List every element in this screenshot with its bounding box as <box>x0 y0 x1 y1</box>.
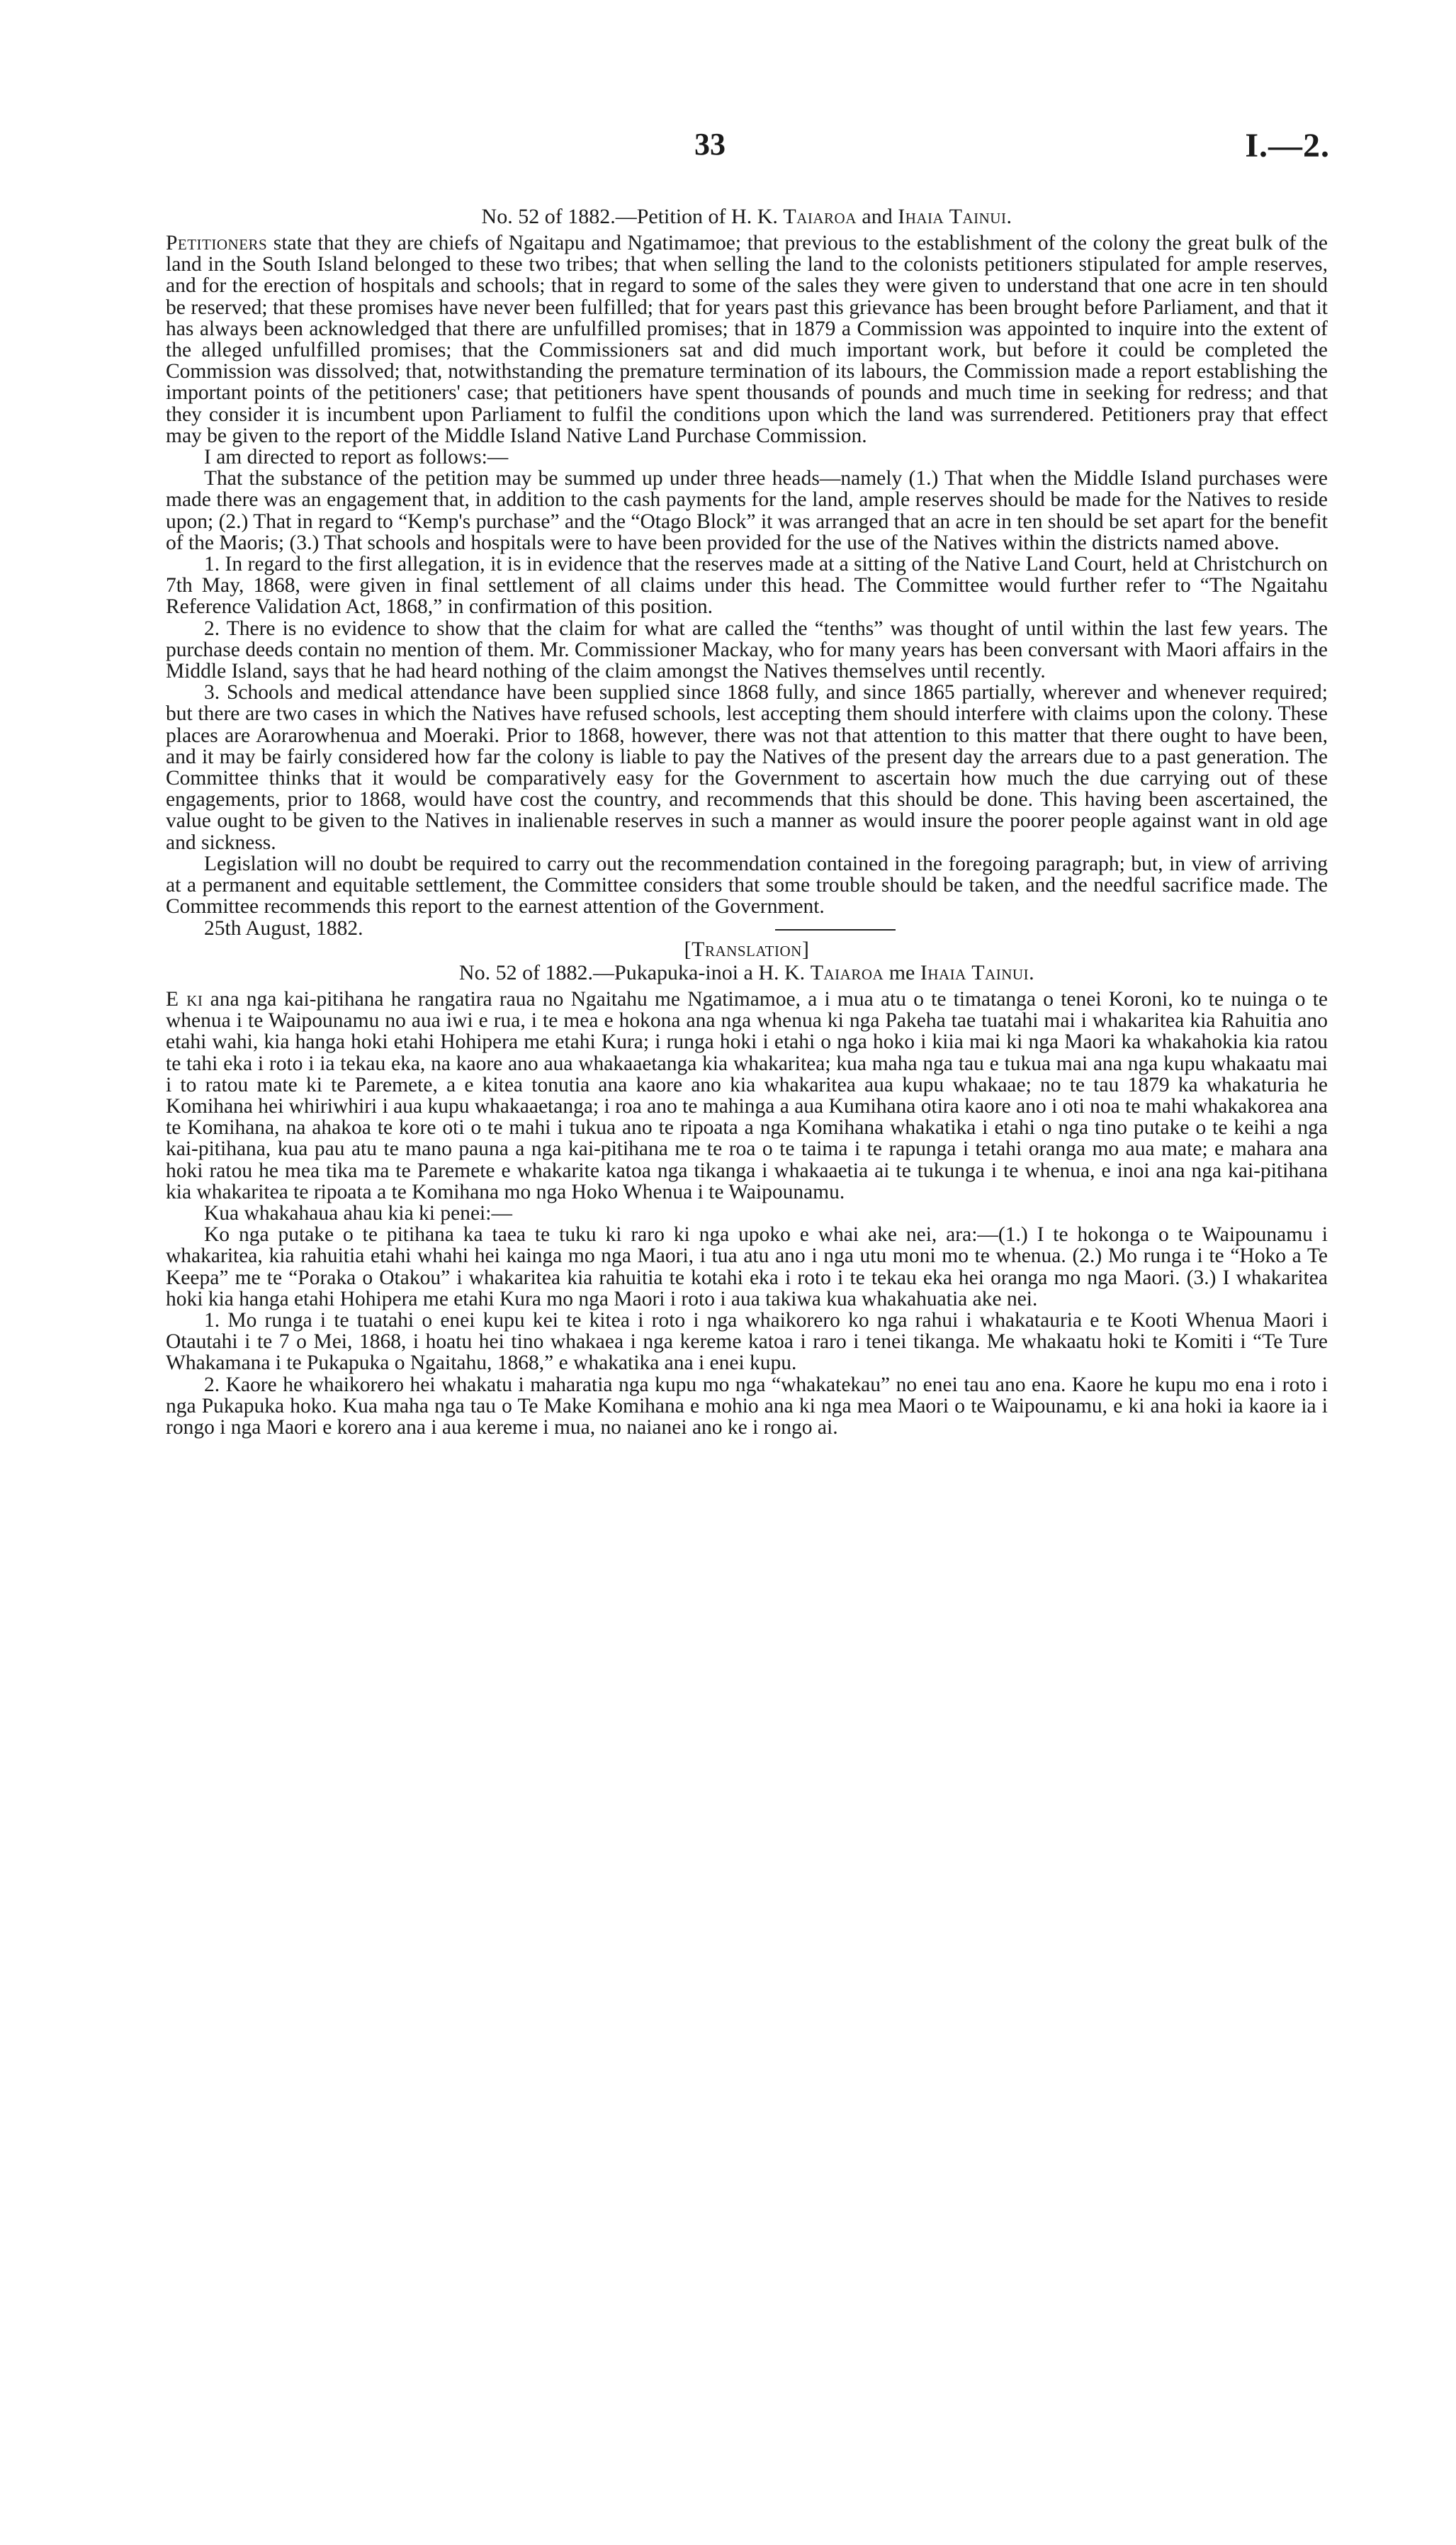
translation-title <box>166 962 1328 984</box>
translation-paragraph-2: 2. Kaore he whaikorero hei whakatu i maharatia nga kupu mo nga “whakatekau” no enei tau ano ena. Kaore he kupu mo ena i roto i nga Pukapuka hoko. Kua maha nga tau o Te Make Komihana e mohio ana ki nga mea Maori o te Waipounamu, e ki ana hoki ia kaore ia i rongo i nga Maori e korero ana i aua kereme i mua, no naianei ano ke i rongo ai. <box>166 1373 1328 1439</box>
page-number: 33 <box>694 127 726 162</box>
report-directed: I am directed to report as follows:— <box>204 446 509 469</box>
translation-title-prefix: No. 52 of 1882.—Pukapuka-inoi a H. K. <box>458 960 806 984</box>
petition-title-prefix: No. 52 of 1882.—Petition of H. K. <box>481 205 778 228</box>
petition-lead: Petitioners <box>166 232 268 254</box>
translation-paragraph-1: 1. Mo runga i te tuatahi o enei kupu kei te kitea i roto i nga whaikorero ko nga rahui i whakatauria e te Kooti Whenua Maori i Otautahi i te 7 o Mei, 1868, i hoatu hei tino whakaea i nga kereme katoa i raro i tenei tikanga. Me whakaatu hoki te Komiti i “Te Ture Whakamana i te Pukapuka o Ngaitahu, 1868,” e whakatika ana i enei kupu. <box>166 1308 1328 1375</box>
section-divider <box>775 929 896 931</box>
translation-label: [Translation] <box>684 937 810 961</box>
page-header <box>0 126 1456 169</box>
petition-title <box>166 206 1328 228</box>
translation-lead: E ki <box>166 987 203 1011</box>
petition-body: state that they are chiefs of Ngaitapu and Ngatimamoe; that previous to the establishment of the colony the great bulk of the land in the South Island belonged to these two tribes; that when selling the land to the colonists petitioners stipulated for ample reserves, and for the erection of hospitals and schools; that in regard to some of the sales they were given to understand that one acre in ten should be reserved; that these promises have never been fulfilled; that for years past this grievance has been brought before Parliament, and that it has always been acknowledged that there are unfulfilled promises; that in 1879 a Commission was appointed to inquire into the extent of the alleged unfulfilled promises; that the Commissioners sat and did much important work, but before it could be completed the Commission was dissolved; that, notwithstanding the premature termination of its labours, the Commission made a report establishing the important points of the petitioners' case; that petitioners have spent thousands of pounds and much time in seeking for redress; and that they consider it is incumbent upon Parliament to fulfil the conditions upon which the land was surrendered. Petitioners pray that effect may be given to the report of the Middle Island Native Land Purchase Commission. <box>166 232 1328 447</box>
document-reference: I.—2. <box>1245 127 1330 164</box>
translation-directed: Kua whakahaua ahau kia ki penei:— <box>204 1201 512 1225</box>
translation-summary <box>166 989 1328 1203</box>
report-paragraph-3: 3. Schools and medical attendance have been supplied since 1868 fully, and since 1865 partially, wherever and whenever required; but there are two cases in which the Natives have refused schools, lest accepting them should interfere with claims upon the colony. These places are Aorarowhenua and Moeraki. Prior to 1868, however, there was not that attention to this matter that there ought to have been, and it may be fairly considered how far the colony is liable to pay the Natives of the present day the arrears due to a past generation. The Committee thinks that it would be comparatively easy for the Government to ascertain how much the due carrying out of these engagements, prior to 1868, would have cost the country, and recommends that this should be done. This having been ascertained, the value ought to be given to the Natives in inalienable reserves in such a manner as would insure the poorer people against want in old age and sickness. <box>166 681 1328 854</box>
page-content <box>166 206 1328 1438</box>
petition-title-name2: Ihaia Tainui. <box>898 205 1012 228</box>
petition-title-name1: Taiaroa <box>783 205 857 228</box>
report-legislation: Legislation will no doubt be required to carry out the recommendation contained in the foregoing paragraph; but, in view of arriving at a permanent and equitable settlement, the Committee considers that some trouble should be taken, and the needful sacrifice made. The Committee recommends this report to the earnest attention of the Government. <box>166 852 1328 918</box>
translation-title-name1: Taiaroa <box>810 960 884 984</box>
translation-heads: Ko nga putake o te pitihana ka taea te tuku ki raro ki nga upoko e whai ake nei, ara:—(1.) I te hokonga o te Waipounamu i whakaritea, kia rahuitia etahi whahi hei kainga mo nga Maori, i tua atu ano i nga utu moni mo te whenua. (2.) Mo runga i te “Hoko a Te Keepa” me te “Poraka o Otakou” i whakaritea kia rahuitia te kotahi eka i roto i te tekau eka hei oranga mo nga Maori. (3.) I whakaritea hoki kia hanga etahi Hohipera me etahi Kura mo nga Maori i roto i aua takiwa kua whakahuatia ake nei. <box>166 1223 1328 1310</box>
report-paragraph-2: 2. There is no evidence to show that the claim for what are called the “tenths” was thought of until within the last few years. The purchase deeds contain no mention of them. Mr. Commissioner Mackay, who for many years has been conversant with Maori affairs in the Middle Island, says that he had heard nothing of the claim amongst the Natives themselves until recently. <box>166 617 1328 683</box>
petition-summary <box>166 232 1328 446</box>
translation-body: ana nga kai-pitihana he rangatira raua no Ngaitahu me Ngatimamoe, a i mua atu o te timatanga o tenei Koroni, ko te nuinga o te whenua i te Waipounamu no aua iwi e rua, i te mea e hokona ana nga whenua ki nga Pakeha tae tuatahi mai i whakaritea kia Rahuitia ano etahi wahi, kia hanga hoki etahi Hohipera me etahi Kura; i runga hoki i etahi o nga hoko i kiia mai ki nga Maori ka whakahokia kia ratou te tahi eka i roto i ia tekau eka, na kaore ano aua whakaaetanga kia whakaritea; kua maha nga tau e tukua mai ana nga kupu whakaatu mai i to ratou mate ki te Paremete, a e kitea tonutia ana kaore ano kia whakaritea aua kupu whakaae; no te tau 1879 ka whakaturia he Komihana hei whiriwhiri i aua kupu whakaaetanga; i roa ano te mahinga a aua Kumihana otira kaore ano i oti noa te mahi whakakorea ana te Komihana, na ahakoa te kore oti o te mahi i tukua ano te ripoata a nga Komihana whakatika i etahi o nga tino putake o te keihi a nga kai-pitihana, kua pau atu te mano pauna a nga kai-pitihana me te roa o te taima i te rapunga i tetahi oranga mo aua mate; e mahara ana hoki ratou he mea tika ma te Paremete e whakarite katoa nga tikanga i whakaaetia ai te tukunga i te whenua, e inoi ana nga kai-pitihana kia whakaritea te ripoata a te Komihana mo nga Hoko Whenua i te Waipounamu. <box>166 987 1328 1203</box>
report-paragraph-1: 1. In regard to the first allegation, it is in evidence that the reserves made at a sitting of the Native Land Court, held at Christchurch on 7th May, 1868, were given in final settlement of all claims under this head. The Committee would further refer to “The Ngaitahu Reference Validation Act, 1868,” in confirmation of this position. <box>166 553 1328 619</box>
translation-title-and: me <box>888 960 915 984</box>
report-substance: That the substance of the petition may be summed up under three heads—namely (1.) That when the Middle Island purchases were made there was an engagement that, in addition to the cash payments for the land, ample reserves should be made for the Natives to reside upon; (2.) That in regard to “Kemp's purchase” and the “Otago Block” it was arranged that an acre in ten should be set apart for the benefit of the Maoris; (3.) That schools and hospitals were to have been provided for the use of the Natives within the districts named above. <box>166 467 1328 554</box>
petition-title-and: and <box>862 205 893 228</box>
report-date: 25th August, 1882. <box>204 916 363 940</box>
translation-title-name2: Ihaia Tainui. <box>920 960 1035 984</box>
